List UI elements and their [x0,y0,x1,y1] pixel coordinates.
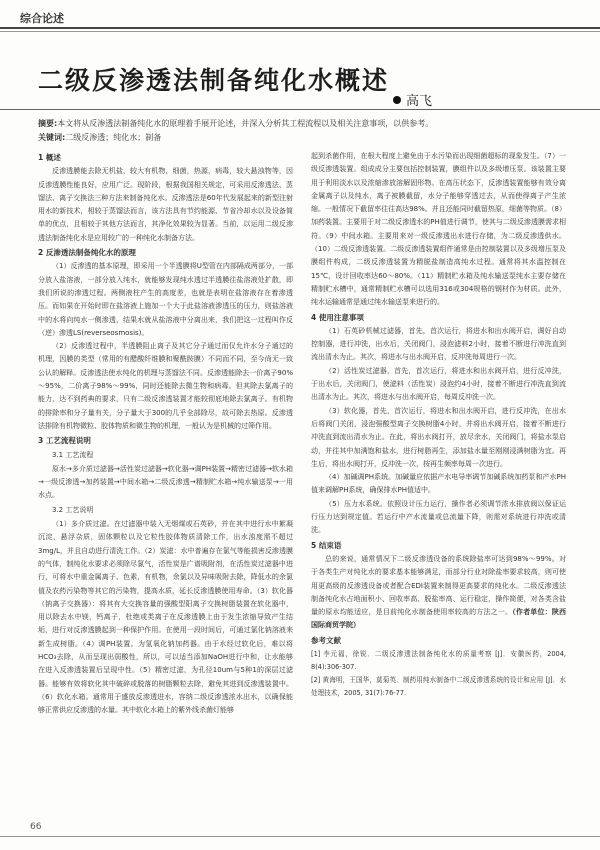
reference-item: [2] 黄海明，王国华，莫菊英．制药用纯水制备中二级反渗透系统的设计和应用 [J]．水处理技术，2005, 31(7):76-77. [311,675,566,697]
paragraph: （4）加碱调PH系统。加碱量应依据产水电导率调节加碱系统加药泵和产水PH值来调解PH系统，确保排水PH值适中。 [311,473,566,495]
section-heading: 5 结束语 [311,540,342,550]
page-number: 66 [30,822,42,832]
author-rule [0,109,600,110]
right-column [311,150,566,790]
paragraph: 反渗透膜能去除无机盐，较大有机物，细菌，热源，病毒，较大悬浊物等，因反渗透膜性能良好，应用广泛。现阶段，根据我国相关规定，可采用反渗透法、蒸馏法、离子交换法三种方法来制备纯化水。反渗透法是60年代发展起来的新型注射用水的新技术，相较于蒸馏法而言，该方法具有节约能源、节省冷却水以及设备简单的优点，且相较于其他方法而言，其净化效果较为显著。当前，以运用二级反渗透法制备纯化水是应用较广的一种纯化水制备方法。 [38,167,293,242]
conclusion-text: 总的来说，通常情况下二级反渗透设备的系统除盐率可达到98%～99%。对于各类生产对纯化水的要求基本能够满足，而部分行业对除盐率要求较高，则可使用更高级的反渗透设备或者配合EDI装置来制得更高要求的纯化水。二级反渗透法制备纯化水占地面积小、回收率高、脱盐率高、运行稳定，操作简便，对各类含盐量的原水均能适应，是目前纯化水制备使用率较高的方法之一。 [311,554,566,617]
author-affiliation: （作者单位：陕西国际商贸学院） [311,608,566,630]
keywords-line [38,131,578,145]
header-rule-thin [0,31,600,32]
section-heading: 3 工艺流程说明 [38,436,91,446]
paragraph: （2）反渗透过程中，半透膜阻止离子及其它分子通过而仅允许水分子通过的机理，因膜的类型（常用的有醋酸纤维膜和聚酰胺膜）不同而不同，至今尚无一致公认的解释。反渗透法使水纯化的机理与蒸馏法不同。反渗透能除去一价离子90%～95%，二价离子98%～99%，同时还能除去微生物和病毒。但其除去氯离子的能力，达不到药典的要求，只有二级反渗透装置才能较彻底地除去氯离子。有机物的排除率和分子量有关，分子量大于300的几乎全部除尽，故可除去热原。反渗透法排除有机物微粒、胶体物质和微生物的机理，一般认为是机械的过筛作用。 [38,342,293,430]
paragraph: （3）软化器，首先，首次运行，将进水和出水阀开启，进行反冲洗，在出水后将阀门关闭，浸泡强酸型离子交换树脂4小时，并将出水阀开启，接着不断进行冲洗直到流出清水为止。在此，将出水阀打开，放尽余水，关闭阀门，将盐水泵启动，并往其中加满饱和盐水，进行树脂再生，添加盐水量至刚刚浸满树脂为宜。再生后，将出水阀打开，反冲洗一次，按再生频率每周一次进行。 [311,406,566,468]
author-line [393,90,432,109]
header-rule [0,27,600,29]
section-heading: 2 反渗透法制备纯化水的原理 [38,248,136,258]
footer-rule [0,836,600,837]
paragraph: （1）石英砂机械过滤器，首先，首次运行，将进水和出水阀开启，调好自动控制器，进行冲洗，出水后，关闭阀门，浸泡滤料2小时，接着不断进行冲洗直到流出清水为止。其次，将进水与出水阀开启，反冲洗每周进行一次。 [311,326,566,362]
section-tag: 综合论述 [20,12,64,25]
subsection-heading: 3.2 工艺说明 [52,505,94,514]
article-title: 二级反渗透法制备纯化水概述 [38,65,390,95]
paragraph: 起到杀菌作用，在根大程度上避免由于水污染而出现细菌超标的现象发生。（7）一级反渗透装置。组成成分主要包括控制装置，膜组件以及多级增压泵。该装置主要用于利用淡水以及浓缩渗放溶解固形物。在高压状态下，反渗透装置能够有效分离金属离子以及纯水，离子被膜截留，水分子能够穿透过去，从而使得离子产生浓缩。一般情况下截留率往往高达98%。并且还能同时截留热原，细菌等物质。（8）加药装置。主要用于对二级反渗透水的PH值进行调节，使其与二级反渗透膜需求相符。（9）中间水箱。主要用来对一级反渗透出水进行存储，为二级反渗透供水。（10）二级反渗透装置。二级反渗透装置组件通常是由控制装置以及多级增压泵及膜组件构成，二级反渗透装置为精脱盐制造高纯水过程。通常将其水温控制在15℃，设计回收率达60～80%。（11）精制贮水箱及纯水输送泵纯水主要存储在精制贮水槽中，通常精制贮水槽可以选用316或304规格的钢材作为材质。此外，纯水运输通常是通过纯水输送泵来进行的。 [311,152,566,307]
author-name: 高飞 [406,94,433,109]
keywords-text: 二级反渗透；纯化水；制备 [65,133,162,142]
section-heading: 1 概述 [38,153,61,162]
abstract-text: 本文将从反渗透法制备纯化水的原理着手展开论述，并深入分析其工程流程以及相关注意事项，以供参考。 [57,119,434,128]
keywords-label: 关键词: [38,133,66,142]
references-heading: 参考文献 [311,635,341,645]
abstract-label: 摘要: [38,119,58,128]
reference-item: [1] 李元福，徐锐．二级反渗透法制备纯化水的质量考察 [J]．安徽医药，2004, 8(4):306-307. [311,649,566,671]
bullet-icon [393,96,401,104]
left-column [38,150,293,790]
abstract-block [38,117,578,145]
abstract-line [38,117,578,131]
paragraph: （2）活性炭过滤器，首先，首次运行，将进水和出水阀开启，进行反冲洗，于出水后，关闭阀门，使滤料（活性炭）浸泡约4小时，接着不断进行冲洗直到流出清水为止。其次，将进水与出水阀开启，每周反冲洗一次。 [311,366,566,402]
paragraph: （5）压力水系统。依照设计压力运行，操作者必须调节浓水排放阀以保证运行压力达到规定值。若运行中产水流量或总流量下降，则需对系统进行冲洗或清洗。 [311,499,566,535]
paragraph: （1）多介质过滤。在过滤器中装入无烟煤或石英砂，并在其中进行水中絮凝沉淀，悬浮杂质，固体颗粒以及它粒性胶体物质清除工作，出水浊度需不超过3mg/L，并且自动进行清洗工作。（2）炭滤：水中普遍存在氯气等能损害反渗透膜的气体，制纯化水要求必须除尽氯气，活性炭是广谱吸附剂，在活性炭过滤器中进行，可将水中重金属离子、色素，有机物，余氯以及异味吸附去除，降低水的余氯值及农药污染物等其它的污染物，提高水质，延长反渗透膜使用寿命。（3）软化器（钠离子交换器）：将其有大交换容量的强酸型阳离子交换树脂装置在软化器中，用以除去水中镁，钙离子，杜绝或类离子在反渗透膜上由于发生浓缩导致产生结垢，进行对反渗透膜起到一种保护作用。在使用一段时间后，可通过氯化钠溶液来新生成树脂。（4）调PH装置。为氢氧化钠加药器。由于水经过软化后，难以将HCO₃去除，从而呈现出弱酸性，所以，可以适当添加NaOH进行中和，让水能够在进入反渗透装置后呈现中性。（5）精密过滤，为孔径10um与5种1的深层过滤器。能够有效将软化其中破碎或脱落的树脂颗粒去除，避免其进到反渗透装置中。（6）软化水箱。通常用于盛放反渗透进水，容纳二级反渗透浓水出水，以确保能够正常供应反渗透的水量。其中软化水箱上的紫外线杀菌灯能够 [38,520,293,715]
subsection-heading: 3.1 工艺流程 [52,450,94,459]
paragraph [311,553,566,633]
section-heading: 4 使用注意事项 [311,312,364,322]
paragraph: 原水→多介质过滤器→活性炭过滤器→软化器→调PH装置→精密过滤器→软水箱→一级反渗透→加药装置→中间水箱→二级反渗透→精制贮水箱→纯水输送泵→一用水点。 [38,464,293,500]
paragraph: （1）反渗透的基本原理，即采用一个半透膜将U型管在内部隔成两部分，一部分放入盐溶液，一部分放入纯水，就能够发现纯水透过半透膜往盐溶液处扩散，即我们所说的渗透过程。两侧液柱产生的高度差，也就是表明在盐溶液存在着渗透压。而如果在开始时即在盐溶液上施加一个大于此盐溶液渗透压的压力，则盐溶液中的水将向纯水一侧渗透，结果水就从盐溶液中分离出来，我们把这一过程叫作反（逆）渗透LS(reverseosmosis)。 [38,262,293,337]
